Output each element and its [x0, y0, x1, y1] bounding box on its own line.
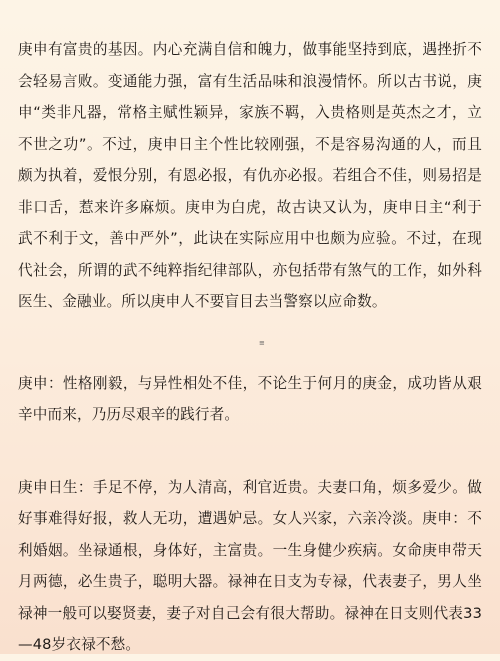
paragraph-personality: 庚申：性格刚毅，与异性相处不佳，不论生于何月的庚金，成功皆从艰辛中而来，乃历尽艰辛的践行者。 — [18, 374, 482, 423]
section-divider — [18, 318, 482, 368]
divider-glyph: ≡ — [259, 338, 265, 347]
paragraph-intro: 庚申有富贵的基因。内心充满自信和魄力，做事能坚持到底，遇挫折不会轻易言败。变通能力强，富有生活品味和浪漫情怀。所以古书说，庚申“类非凡器，常格主赋性颖异，家族不羁，入贵格则是英杰之才，立不世之功”。不过，庚申日主个性比较刚强，不是容易沟通的人，而且颇为执着，爱恨分别，有恩必报，有仇亦必报。若组合不佳，则易招是非口舌，惹来许多麻烦。庚申为白虎，故古诀又认为，庚申日主“利于武不利于文，善中严外”，此诀在实际应用中也颇为应验。不过，在现代社会，所谓的武不纯粹指纪律部队，亦包括带有煞气的工作，如外科医生、金融业。所以庚申人不要盲目去当警察以应命数。 — [18, 41, 482, 310]
paragraph-day-birth: 庚申日生：手足不停，为人清高，利官近贵。夫妻口角，烦多爱少。做好事难得好报，救人无功，遭遇妒忌。女人兴家，六亲冷淡。庚申：不利婚姻。坐禄通根，身体好，主富贵。一生身健少疾病。女命庚申带天月两德，必生贵子，聪明大器。禄神在日支为专禄，代表妻子，男人坐禄神一般可以娶贤妻，妻子对自己会有很大帮助。禄神在日支则代表33—48岁衣禄不愁。 — [18, 478, 482, 653]
spacer — [18, 431, 482, 472]
